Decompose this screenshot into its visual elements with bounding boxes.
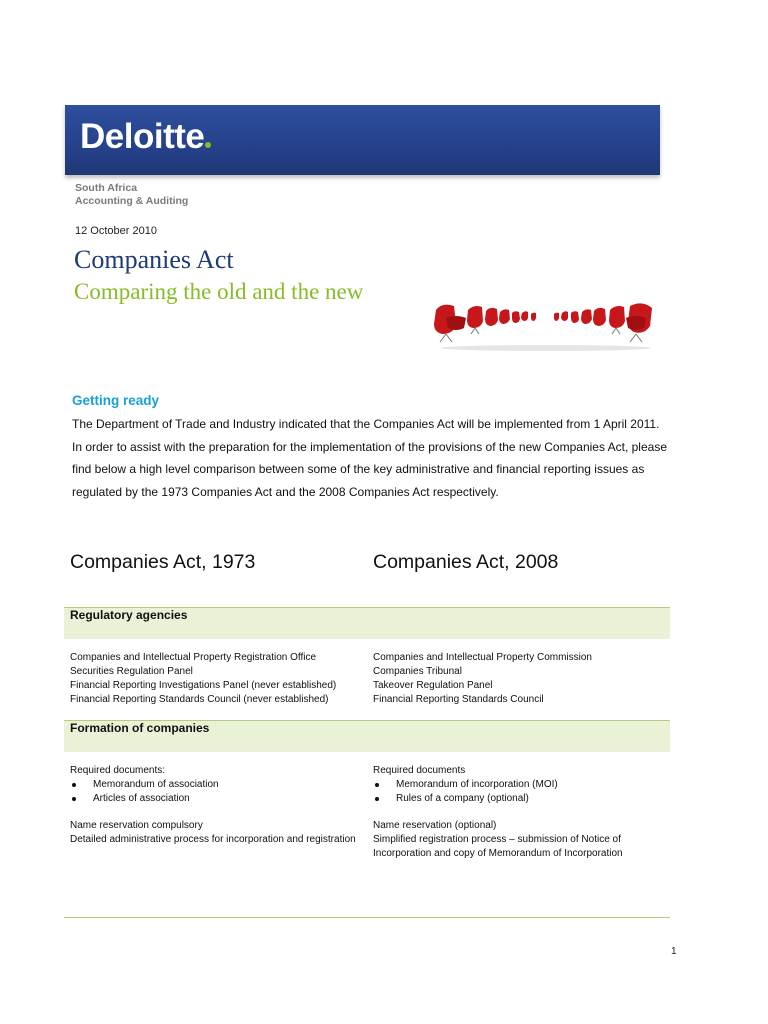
footer-rule [64, 917, 670, 918]
publication-date: 12 October 2010 [75, 225, 157, 237]
list-item: Name reservation compulsory [70, 820, 203, 831]
section-label: Formation of companies [70, 721, 210, 735]
column-title-1973: Companies Act, 1973 [70, 551, 256, 573]
list-item: Securities Regulation Panel [70, 666, 193, 677]
list-item: Financial Reporting Investigations Panel (never established) [70, 680, 337, 691]
list-item: Simplified registration process – submission of Notice of [373, 834, 621, 845]
list-item: Articles of association [70, 792, 356, 806]
list-item: Memorandum of incorporation (MOI) [373, 778, 623, 792]
docs-label: Required documents [373, 765, 466, 776]
page-subtitle: Comparing the old and the new [74, 279, 364, 304]
region-label [75, 182, 188, 208]
deloitte-logo: Deloitte [80, 119, 211, 154]
list-item: Memorandum of association [70, 778, 356, 792]
list-item: Takeover Regulation Panel [373, 680, 493, 691]
list-item: Companies and Intellectual Property Commission [373, 652, 592, 663]
getting-ready-heading: Getting ready [72, 393, 160, 408]
list-item: Rules of a company (optional) [373, 792, 623, 806]
section-label: Regulatory agencies [70, 608, 188, 622]
list-item: Companies Tribunal [373, 666, 462, 677]
list-item: Detailed administrative process for incorporation and registration [70, 834, 356, 845]
list-item: Incorporation and copy of Memorandum of Incorporation [373, 848, 623, 859]
list-item: Companies and Intellectual Property Registration Office [70, 652, 317, 663]
list-item: Name reservation (optional) [373, 820, 497, 831]
section-band-regulatory-agencies [64, 607, 670, 639]
section-band-formation-of-companies [64, 720, 670, 752]
logo-green-dot [205, 142, 211, 148]
intro-paragraph: The Department of Trade and Industry indicated that the Companies Act will be implemented from 1 April 2011. In order to assist with the preparation for the implementation of the provisions of the new Companies Act, please find below a high level comparison between some of the key administrative and financial reporting issues as regulated by the 1973 Companies Act and the 2008 Companies Act respectively. [72, 417, 667, 499]
deloitte-banner [65, 105, 660, 175]
docs-label: Required documents: [70, 765, 166, 776]
list-item: Financial Reporting Standards Council (never established) [70, 694, 329, 705]
list-item: Financial Reporting Standards Council [373, 694, 544, 705]
regulatory-1973-list [70, 651, 336, 707]
region-practice: Accounting & Auditing [75, 195, 189, 207]
formation-1973-block [70, 764, 356, 847]
column-title-2008: Companies Act, 2008 [373, 551, 559, 573]
page-number: 1 [671, 946, 677, 957]
red-chairs-image [432, 296, 660, 356]
region-country: South Africa [75, 182, 138, 194]
page-title: Companies Act [74, 245, 234, 274]
regulatory-2008-list [373, 651, 592, 707]
formation-2008-block [373, 764, 623, 861]
